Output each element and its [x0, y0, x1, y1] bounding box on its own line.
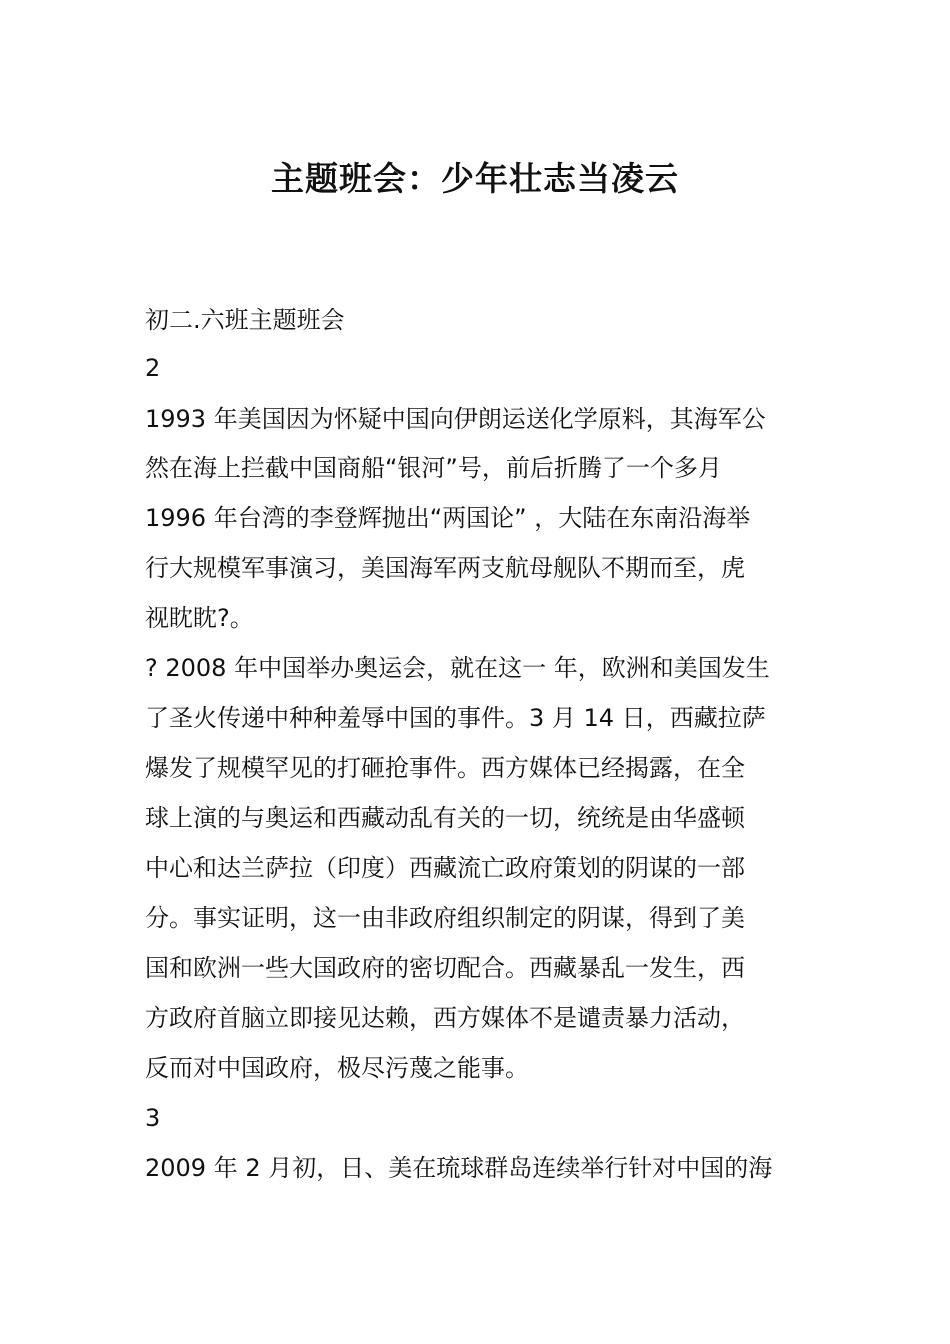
body-line: 2009 年 2 月初，日、美在琉球群岛连续举行针对中国的海	[145, 1154, 773, 1182]
body-line: 1996 年台湾的李登辉抛出“两国论” ，大陆在东南沿海举	[145, 504, 751, 532]
body-line: 了圣火传递中种种羞辱中国的事件。3 月 14 日，西藏拉萨	[145, 704, 766, 732]
body-line: 反而对中国政府，极尽污蔑之能事。	[145, 1054, 529, 1082]
body-line: 1993 年美国因为怀疑中国向伊朗运送化学原料，其海军公	[145, 405, 766, 433]
body-line: 分。事实证明，这一由非政府组织制定的阴谋，得到了美	[145, 904, 745, 932]
body-line: 行大规模军事演习，美国海军两支航母舰队不期而至，虎	[145, 554, 745, 582]
body-line: 中心和达兰萨拉（印度）西藏流亡政府策划的阴谋的一部	[145, 854, 745, 882]
body-line: 国和欧洲一些大国政府的密切配合。西藏暴乱一发生，西	[145, 954, 745, 982]
section-number: 3	[145, 1104, 161, 1132]
body-line: 然在海上拦截中国商船“银河”号，前后折腾了一个多月	[145, 454, 722, 482]
document-title: 主题班会：少年壮志当凌云	[271, 159, 679, 198]
body-line: 视眈眈?。	[145, 604, 254, 632]
body-line: 球上演的与奥运和西藏动乱有关的一切，统统是由华盛顿	[145, 804, 745, 832]
body-line: ? 2008 年中国举办奥运会，就在这一 年，欧洲和美国发生	[145, 654, 770, 682]
body-line: 爆发了规模罕见的打砸抢事件。西方媒体已经揭露，在全	[145, 754, 745, 782]
section-number: 2	[145, 354, 161, 382]
subtitle-line: 初二.六班主题班会	[145, 306, 345, 334]
body-line: 方政府首脑立即接见达赖，西方媒体不是谴责暴力活动，	[145, 1004, 745, 1032]
